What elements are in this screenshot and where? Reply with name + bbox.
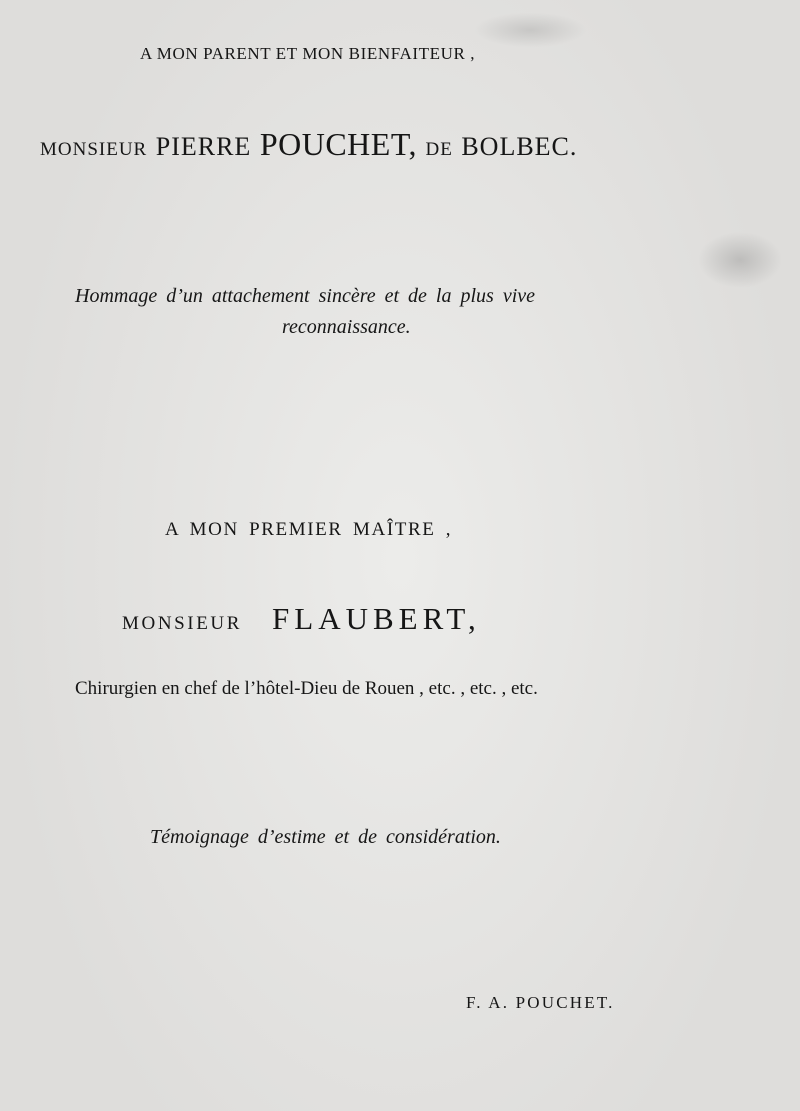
second-tribute: Témoignage d’estime et de considération.	[150, 826, 501, 848]
place-name: BOLBEC.	[461, 132, 578, 161]
first-tribute-line-two: reconnaissance.	[282, 316, 411, 338]
last-name: FLAUBERT,	[272, 601, 481, 636]
first-dedication-heading: A MON PARENT ET MON BIENFAITEUR ,	[140, 44, 476, 63]
first-dedication-name	[0, 126, 800, 163]
first-name: PIERRE	[155, 132, 252, 161]
second-dedication-heading: A MON PREMIER MAÎTRE ,	[165, 519, 453, 540]
name-prefix: MONSIEUR	[40, 139, 148, 160]
last-name: POUCHET,	[259, 126, 417, 162]
name-prefix: MONSIEUR	[122, 613, 243, 634]
first-tribute-line-one: Hommage d’un attachement sincère et de la plus vive	[75, 285, 536, 307]
second-dedication-title: Chirurgien en chef de l’hôtel-Dieu de Rouen , etc. , etc. , etc.	[75, 678, 538, 699]
second-dedication-name	[0, 601, 800, 637]
author-signature: F. A. POUCHET.	[466, 993, 615, 1012]
name-connector: DE	[425, 139, 453, 160]
